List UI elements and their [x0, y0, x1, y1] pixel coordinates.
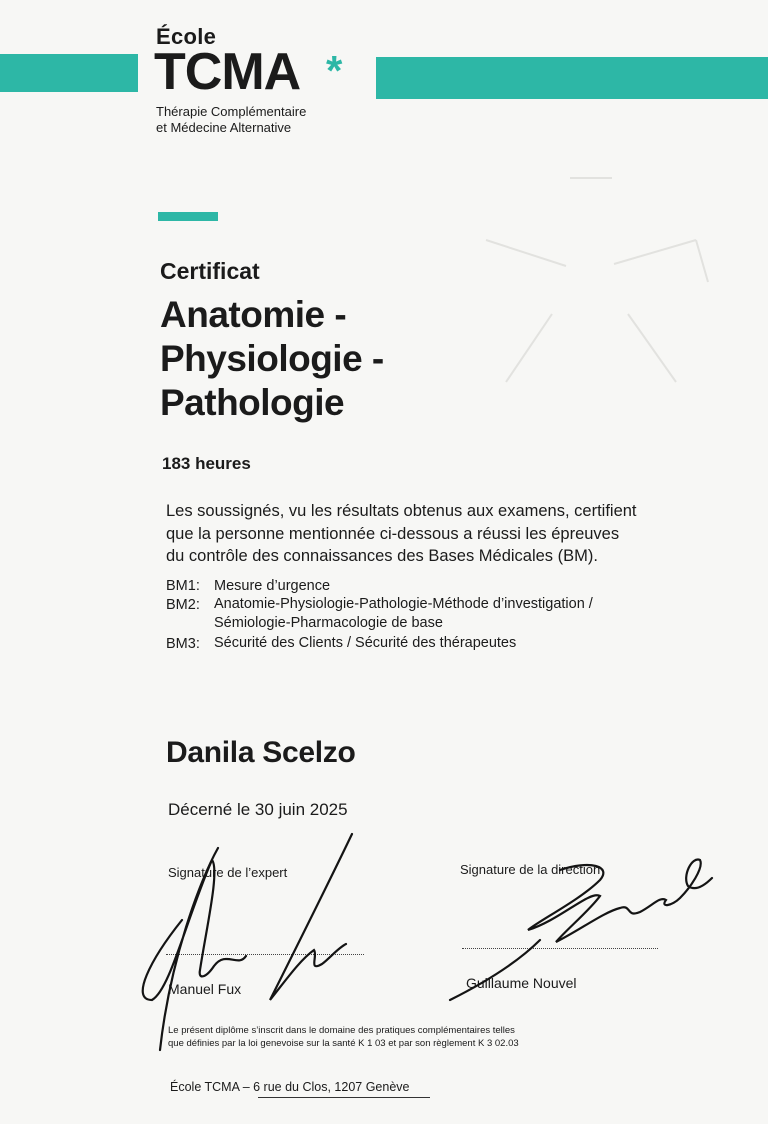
direction-signature-label: Signature de la direction	[460, 862, 601, 877]
expert-name: Manuel Fux	[168, 981, 242, 997]
course-hours: 183 heures	[162, 454, 251, 473]
award-date: Décerné le 30 juin 2025	[168, 800, 348, 819]
certificate-label: Certificat	[160, 258, 260, 284]
legal-line-1: Le présent diplôme s’inscrit dans le domaine des pratiques complémentaires telles	[168, 1025, 515, 1036]
logo-subtitle-line-2: et Médecine Alternative	[156, 120, 292, 135]
certificate-title-line-3: Pathologie	[160, 382, 345, 423]
footer-address-underline	[258, 1097, 430, 1098]
footer-address: École TCMA – 6 rue du Clos, 1207 Genève	[170, 1080, 410, 1094]
intro-line-3: du contrôle des connaissances des Bases Médicales (BM).	[166, 547, 598, 565]
module-text-bm1: Mesure d’urgence	[214, 578, 331, 594]
certificate-title-line-1: Anatomie -	[160, 294, 347, 335]
module-code-bm1: BM1:	[166, 578, 200, 594]
certificate-title-line-2: Physiologie -	[160, 338, 384, 379]
legal-line-2: que définies par la loi genevoise sur la santé K 1 03 et par son règlement K 3 02.03	[168, 1038, 519, 1049]
direction-name: Guillaume Nouvel	[466, 975, 577, 991]
expert-signature-label: Signature de l’expert	[168, 865, 288, 880]
logo-star-icon: *	[326, 47, 343, 94]
module-text-bm2-line-2: Sémiologie-Pharmacologie de base	[214, 615, 443, 631]
module-code-bm3: BM3:	[166, 636, 200, 652]
logo-ecole-text: École	[156, 24, 217, 49]
module-code-bm2: BM2:	[166, 597, 200, 613]
recipient-name: Danila Scelzo	[166, 736, 356, 769]
intro-line-1: Les soussignés, vu les résultats obtenus aux examens, certifient	[166, 502, 637, 520]
intro-line-2: que la personne mentionnée ci-dessous a réussi les épreuves	[166, 525, 620, 543]
logo-subtitle-line-1: Thérapie Complémentaire	[156, 104, 307, 119]
logo-tcma-text: TCMA	[154, 43, 301, 101]
module-text-bm2-line-1: Anatomie-Physiologie-Pathologie-Méthode d’investigation /	[214, 596, 593, 612]
module-text-bm3: Sécurité des Clients / Sécurité des thérapeutes	[214, 635, 517, 651]
